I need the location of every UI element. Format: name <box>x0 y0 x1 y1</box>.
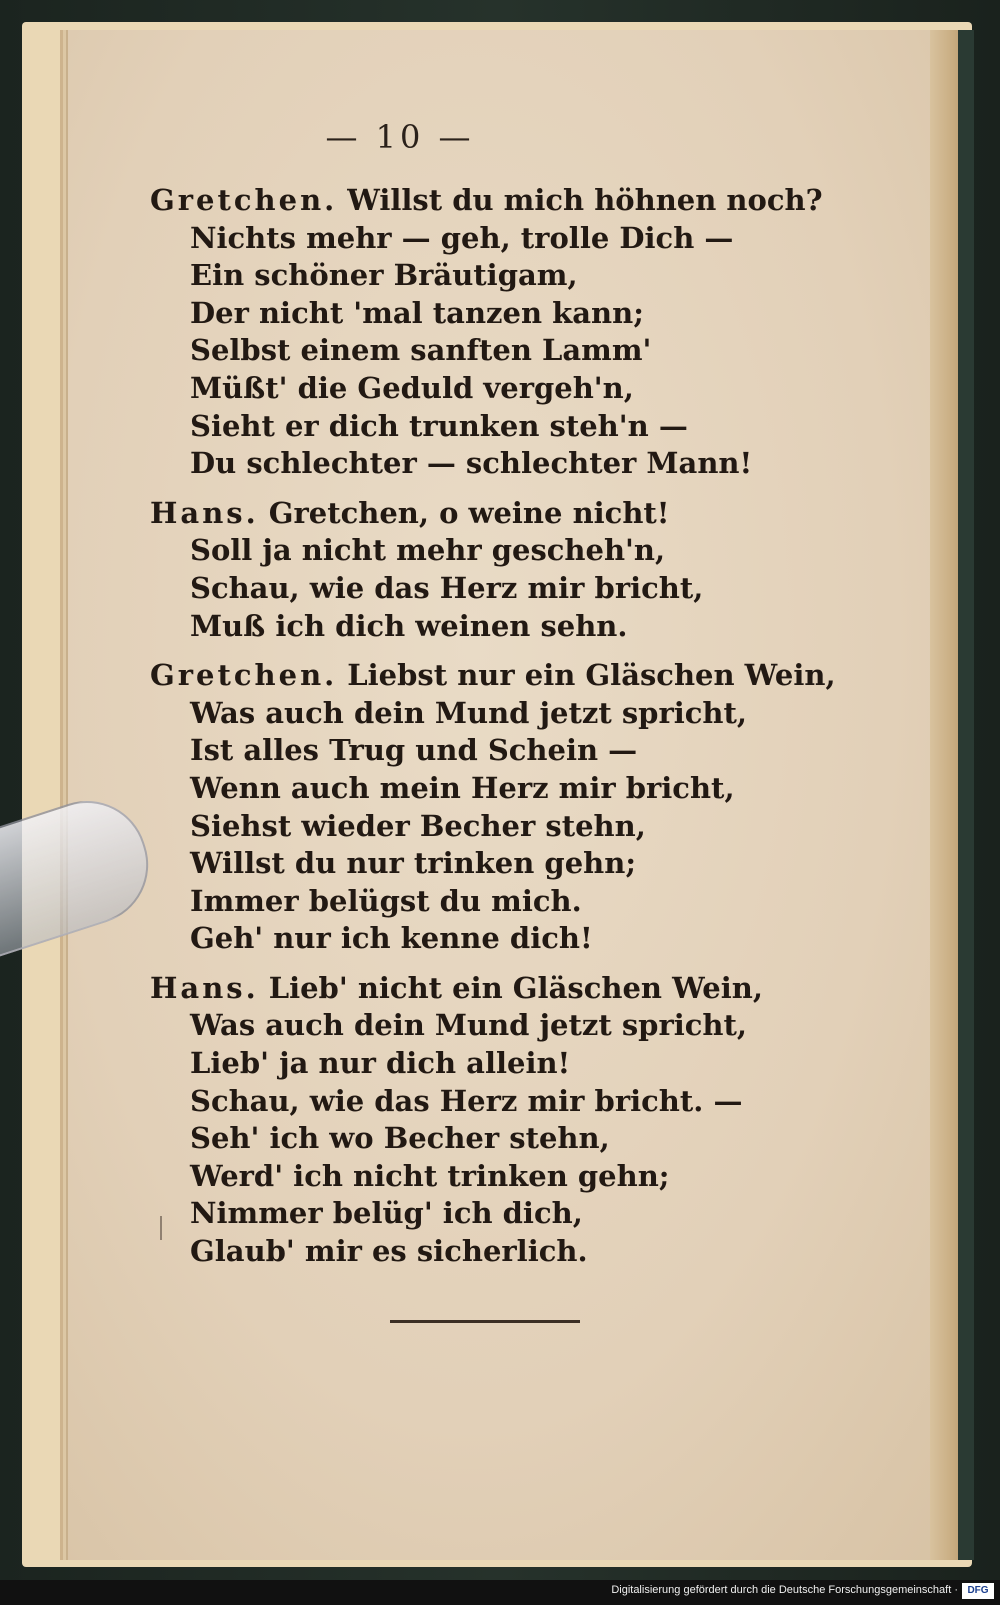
verse-line: Hans. Lieb' nicht ein Gläschen Wein, <box>150 970 763 1005</box>
verse-line: Hans. Gretchen, o weine nicht! <box>150 495 670 530</box>
verse-line: Geh' nur ich kenne dich! <box>190 921 593 956</box>
speaker-name: Hans. <box>150 970 259 1005</box>
verse-line: Willst du nur trinken gehn; <box>190 846 637 881</box>
verse-line: Was auch dein Mund jetzt spricht, <box>190 695 747 730</box>
stanza <box>150 495 790 645</box>
verse-line: Nimmer belüg' ich dich, <box>190 1196 583 1231</box>
verse-line: Gretchen. Willst du mich höhnen noch? <box>150 183 823 217</box>
funding-credit: Digitalisierung gefördert durch die Deutsche Forschungsgemeinschaft · <box>611 1584 958 1596</box>
speaker-name: Gretchen. <box>150 183 338 217</box>
verse-line: Schau, wie das Herz mir bricht, <box>190 570 704 605</box>
verse-text <box>150 182 836 1283</box>
verse-line: Wenn auch mein Herz mir bricht, <box>190 770 735 805</box>
speaker-name: Hans. <box>150 495 259 530</box>
verse-line: Immer belügst du mich. <box>190 883 582 918</box>
verse-line: Lieb' ja nur dich allein! <box>190 1046 571 1081</box>
stanza <box>150 182 823 483</box>
verse-line: Selbst einem sanften Lamm' <box>190 333 652 368</box>
verse-line: Ein schöner Bräutigam, <box>190 258 578 293</box>
speaker-name: Gretchen. <box>150 658 338 693</box>
verse-line: Glaub' mir es sicherlich. <box>190 1234 588 1269</box>
verse-line: Muß ich dich weinen sehn. <box>190 608 628 643</box>
verse-line: Der nicht 'mal tanzen kann; <box>190 295 644 330</box>
verse-line: Nichts mehr — geh, trolle Dich — <box>190 220 734 255</box>
verse-line: Sieht er dich trunken steh'n — <box>190 408 688 443</box>
dfg-logo: DFG <box>962 1583 994 1599</box>
verse-line: Gretchen. Liebst nur ein Gläschen Wein, <box>150 658 836 693</box>
pencil-mark <box>160 1216 162 1240</box>
end-rule <box>390 1320 580 1323</box>
binding-strip <box>958 30 974 1560</box>
page-number: — 10 — <box>325 118 475 156</box>
verse-line: Müßt' die Geduld vergeh'n, <box>190 370 634 405</box>
verse-line: Du schlechter — schlechter Mann! <box>190 446 753 481</box>
verse-line: Soll ja nicht mehr gescheh'n, <box>190 533 666 568</box>
verse-line: Siehst wieder Becher stehn, <box>190 808 646 843</box>
verse-line: Ist alles Trug und Schein — <box>190 733 638 768</box>
verse-line: Was auch dein Mund jetzt spricht, <box>190 1008 747 1043</box>
verse-line: Werd' ich nicht trinken gehn; <box>190 1158 670 1193</box>
stanza <box>150 657 836 958</box>
verse-line: Schau, wie das Herz mir bricht. — <box>190 1083 743 1118</box>
stanza <box>150 970 790 1271</box>
verse-line: Seh' ich wo Becher stehn, <box>190 1121 610 1156</box>
